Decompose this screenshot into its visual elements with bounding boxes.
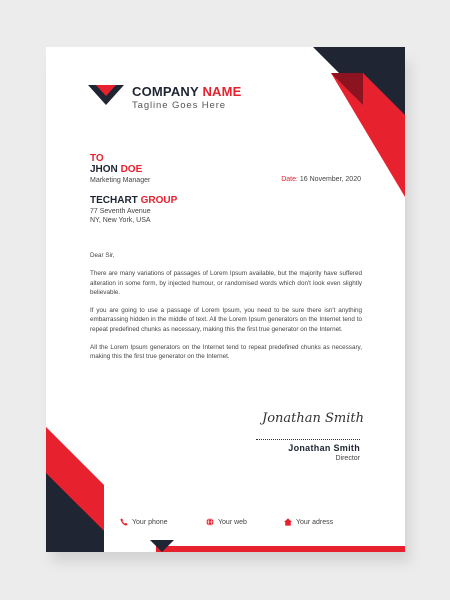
footer-phone: [120, 518, 168, 526]
address-line: 77 Seventh Avenue: [90, 208, 151, 215]
letter-date: Date: 16 November, 2020: [281, 176, 361, 183]
phone-icon: [120, 518, 128, 526]
paragraph: All the Lorem Ipsum generators on the Internet tend to repeat predefined chunks as necessary, making this the first true generator on the Internet.: [90, 344, 362, 361]
salutation: Dear Sir,: [90, 252, 115, 259]
company-tagline: Tagline Goes Here: [132, 100, 226, 111]
footer-phone-label: Your phone: [132, 518, 168, 526]
signer-name: Jonathan Smith: [288, 443, 360, 453]
globe-icon: [206, 518, 214, 526]
signer-title: Director: [335, 455, 360, 462]
recipient-name: JHON DOE: [90, 164, 143, 175]
letter-body: [90, 251, 362, 371]
footer-web-label: Your web: [218, 518, 247, 526]
company-logo: [88, 85, 124, 107]
company-name: COMPANY NAME: [132, 84, 242, 99]
letterhead-page: [46, 47, 405, 552]
address-line: NY, New York, USA: [90, 217, 151, 224]
bottom-left-corner-decoration: [46, 427, 146, 552]
footer-address-label: Your adress: [296, 518, 334, 526]
bottom-red-strip: [156, 546, 405, 552]
recipient-address: [90, 207, 151, 225]
to-label: TO: [90, 153, 104, 164]
footer-web: [206, 518, 247, 526]
signature-line: [256, 439, 360, 440]
paragraph: There are many variations of passages of Lorem Ipsum available, but the majority have suffered alteration in some form, by injected humour, or randomised words which don't look even slightly believable.: [90, 270, 362, 296]
footer-address: [284, 518, 333, 526]
recipient-organization: TECHART GROUP: [90, 195, 178, 206]
handwritten-signature: Jonathan Smith: [262, 411, 365, 426]
recipient-role: Marketing Manager: [90, 177, 151, 184]
home-icon: [284, 518, 292, 526]
paragraph: If you are going to use a passage of Lorem Ipsum, you need to be sure there isn't anything embarrassing hidden in the middle of text. All the Lorem Ipsum generators on the Internet tend to repeat predefined chunks as necessary, making this the first true generator on the Internet.: [90, 307, 362, 333]
bottom-triangle-decoration: [150, 540, 174, 552]
